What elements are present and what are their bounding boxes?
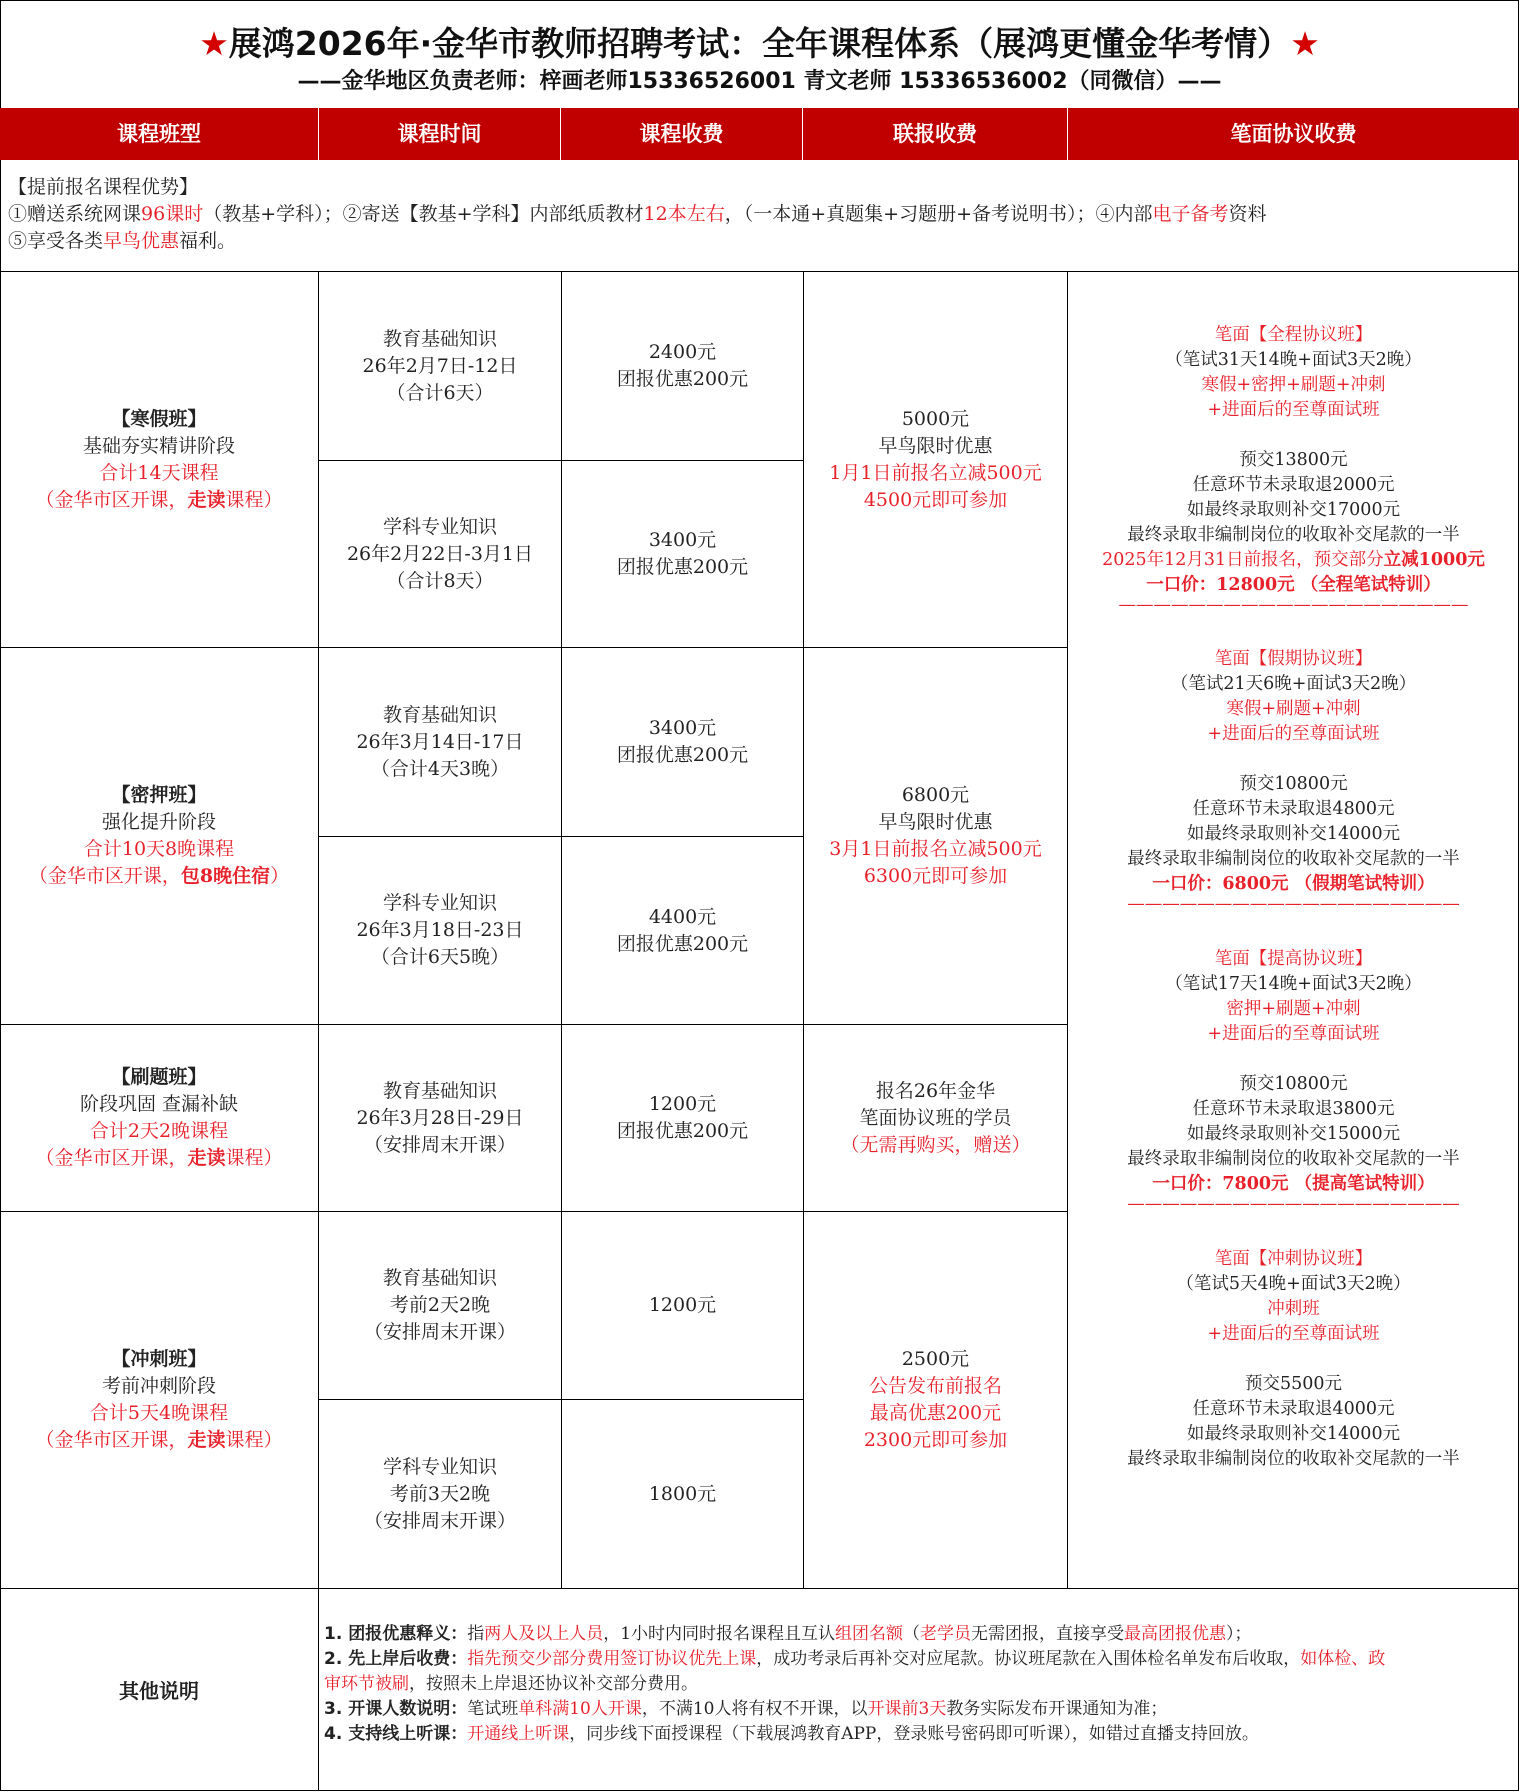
class-note (35, 1145, 282, 1172)
session-time (319, 648, 561, 836)
agreement-detail: （笔试21天6晚+面试3天2晚） (1170, 674, 1417, 694)
agreement-final: 如最终录取则补交15000元 (1186, 1124, 1401, 1144)
session-time (319, 461, 561, 647)
class-name: 【寒假班】 (111, 407, 207, 430)
text: 课程） (225, 1429, 283, 1451)
session-fee (562, 1400, 803, 1588)
other-notes-label: 其他说明 (119, 1679, 199, 1703)
agreement-title (1068, 323, 1519, 348)
fee-price: 1200元 (648, 1093, 717, 1115)
combo-promo: 早鸟限时优惠 (878, 811, 993, 833)
early-enroll-advantages (0, 160, 1519, 272)
combo-promo: 公告发布前报名 (868, 1375, 1002, 1397)
session-dates: 26年3月28日-29日 (356, 1106, 524, 1129)
agreement-title (1068, 947, 1519, 972)
combo-discount: 3月1日前报名立减500元 (829, 838, 1042, 860)
combo-fee (804, 272, 1067, 647)
text: 课程） (225, 1147, 283, 1169)
class-practice (0, 1025, 318, 1211)
text: 【假期协议班】 (1249, 649, 1373, 669)
text: （金华市区开课， (35, 1147, 188, 1169)
fee-price: 1200元 (648, 1294, 717, 1316)
agreement-content: +进面后的至尊面试班 (1207, 1024, 1380, 1044)
text: （教基+学科）；②寄送【教基+学科】内部纸质教材 (203, 203, 644, 225)
session-subject: 学科专业知识 (382, 892, 497, 914)
session-days: （合计6天5晚） (370, 946, 510, 968)
text: ，成功考录后再补交对应尾款。协议班尾款在入围体检名单发布后收取， (756, 1649, 1301, 1669)
text: ⑤享受各类 (8, 230, 104, 252)
page-title (0, 18, 1519, 65)
highlight: 开课前3天 (867, 1699, 947, 1719)
spacer (1068, 747, 1519, 772)
combo-fee (804, 1212, 1067, 1588)
combo-fee (804, 648, 1067, 1024)
class-total: 合计2天2晚课程 (89, 1120, 229, 1142)
session-dates: 26年3月18日-23日 (356, 919, 524, 941)
note-online (324, 1722, 1516, 1747)
highlight: 如体检、政 (1300, 1649, 1386, 1669)
class-name: 【密押班】 (111, 784, 207, 806)
agreement-detail: （笔试31天14晚+面试3天2晚） (1165, 350, 1422, 370)
fee-group-discount: 团报优惠200元 (616, 368, 749, 390)
text: 无需团报，直接享受 (971, 1624, 1125, 1644)
session-subject: 学科专业知识 (382, 1455, 497, 1478)
spacer (1068, 1347, 1519, 1372)
session-days: （合计4天3晚） (370, 757, 510, 780)
agreement-advanced (1068, 947, 1519, 1214)
agreement-prepay: 预交13800元 (1239, 450, 1348, 470)
session-time (319, 1212, 561, 1399)
note-heading: 4. 支持线上听课： (324, 1724, 468, 1744)
agreement-nonbianzhi: 最终录取非编制岗位的收取补交尾款的一半 (1127, 1149, 1460, 1169)
class-stage: 考前冲刺阶段 (101, 1375, 216, 1397)
agreement-final: 如最终录取则补交14000元 (1186, 1424, 1401, 1444)
highlight: 开通线上听课 (467, 1724, 570, 1744)
highlight: 电子备考 (1152, 203, 1229, 225)
text: 笔面 (1214, 325, 1250, 345)
class-note (29, 863, 289, 890)
agreement-holiday (1068, 647, 1519, 914)
fee-price: 4400元 (648, 905, 717, 928)
session-days: （安排周末开课） (363, 1321, 516, 1343)
session-dates: 26年2月7日-12日 (362, 354, 518, 377)
session-fee (562, 1025, 803, 1211)
text: ，1小时内同时报名课程且互认 (603, 1624, 836, 1644)
combo-promo: 早鸟限时优惠 (878, 434, 993, 457)
text: 立减1000元 (1383, 550, 1485, 570)
session-fee (562, 461, 803, 647)
combo-gift: （无需再购买，赠送） (840, 1133, 1031, 1156)
agreement-detail: （笔试5天4晚+面试3天2晚） (1176, 1274, 1411, 1294)
highlight: 96课时 (141, 203, 204, 225)
highlight: 12本左右 (643, 203, 725, 225)
agreement-content: 密押+刷题+冲刺 (1226, 999, 1361, 1019)
combo-price: 2500元 (901, 1348, 970, 1370)
text: 笔面 (1214, 949, 1250, 969)
agreement-divider: ——————————————————— (1127, 1194, 1460, 1214)
combo-final: 4500元即可参加 (863, 488, 1008, 511)
highlight: 单科满10人开课 (518, 1699, 642, 1719)
text: 走读 (187, 488, 226, 511)
combo-line: 笔面协议班的学员 (859, 1106, 1012, 1129)
session-fee (562, 272, 803, 460)
advantages-line-1 (8, 201, 1519, 228)
text: 2025年12月31日前报名，预交部分 (1102, 550, 1384, 570)
highlight: 最高团报优惠 (1124, 1624, 1227, 1644)
session-subject: 教育基础知识 (382, 703, 497, 726)
class-name: 【刷题班】 (111, 1066, 207, 1088)
class-intensive (0, 648, 318, 1024)
text: 课程） (225, 488, 283, 511)
contact-subtitle: ——金华地区负责老师：梓画老师15336526001 青文老师 15336536002（同微信）—— (297, 69, 1222, 94)
class-stage: 阶段巩固 查漏补缺 (79, 1093, 239, 1115)
text: （金华市区开课， (28, 865, 181, 887)
fee-price: 1800元 (648, 1482, 717, 1505)
combo-final: 6300元即可参加 (863, 865, 1008, 887)
session-days: （合计8天） (386, 569, 494, 592)
class-sprint (0, 1212, 318, 1588)
title-area (0, 0, 1519, 109)
agreement-full (1068, 323, 1519, 615)
note-heading: 3. 开课人数说明： (324, 1699, 468, 1719)
note-group-discount (324, 1622, 1516, 1647)
session-days: （安排周末开课） (363, 1133, 516, 1156)
agreement-early (1068, 548, 1519, 573)
agreement-sprint (1068, 1247, 1519, 1472)
agreement-refund: 任意环节未录取退2000元 (1192, 475, 1395, 495)
header-fee: 课程收费 (561, 108, 803, 160)
highlight: 审环节被刷 (324, 1674, 409, 1694)
combo-price: 5000元 (901, 407, 970, 430)
highlight: 指先预交少部分费用签订协议优先上课 (467, 1649, 757, 1669)
agreement-content: +进面后的至尊面试班 (1207, 724, 1380, 744)
agreement-nonbianzhi: 最终录取非编制岗位的收取补交尾款的一半 (1127, 525, 1460, 545)
agreement-final: 如最终录取则补交17000元 (1186, 500, 1401, 520)
session-dates: 26年2月22日-3月1日 (346, 542, 534, 565)
text: 包8晚住宿 (180, 865, 271, 887)
class-winter (0, 272, 318, 647)
advantages-heading: 【提前报名课程优势】 (8, 176, 199, 198)
text: ） (270, 865, 290, 887)
highlight: 老学员 (920, 1624, 972, 1644)
text: ）； (1226, 1624, 1252, 1644)
agreement-refund: 任意环节未录取退3800元 (1192, 1099, 1395, 1119)
combo-final: 2300元即可参加 (863, 1429, 1008, 1451)
class-stage: 基础夯实精讲阶段 (82, 434, 235, 457)
class-note (35, 1427, 282, 1454)
agreement-price: 一口价：12800元 （全程笔试特训） (1146, 575, 1441, 595)
session-fee (562, 837, 803, 1024)
text: 笔试班 (467, 1699, 519, 1719)
session-subject: 教育基础知识 (382, 327, 497, 350)
agreement-nonbianzhi: 最终录取非编制岗位的收取补交尾款的一半 (1127, 849, 1460, 869)
text: 走读 (187, 1147, 226, 1169)
title-text: 展鸿2026年·金华市教师招聘考试：全年课程体系（展鸿更懂金华考情） (228, 24, 1291, 63)
text: （ (903, 1624, 921, 1644)
session-fee (562, 1212, 803, 1399)
star-icon: ★ (1290, 24, 1320, 63)
session-time (319, 837, 561, 1024)
fee-price: 3400元 (648, 717, 717, 739)
text: 【全程协议班】 (1249, 325, 1373, 345)
table-header (0, 108, 1519, 160)
combo-fee (804, 1025, 1067, 1211)
session-days: （安排周末开课） (363, 1509, 516, 1532)
fee-price: 2400元 (648, 341, 717, 363)
session-dates: 考前3天2晚 (389, 1482, 491, 1505)
text: ，（一本通+真题集+习题册+备考说明书）；④内部 (724, 203, 1153, 225)
agreement-content: +进面后的至尊面试班 (1207, 1324, 1380, 1344)
fee-group-discount: 团报优惠200元 (616, 556, 749, 578)
header-class-type: 课程班型 (0, 108, 319, 160)
session-subject: 学科专业知识 (382, 515, 497, 538)
fee-group-discount: 团报优惠200元 (616, 932, 749, 955)
highlight: 组团名额 (835, 1624, 904, 1644)
agreement-divider: ——————————————————— (1127, 894, 1460, 914)
class-name: 【冲刺班】 (111, 1348, 207, 1370)
class-note (35, 487, 282, 514)
agreement-content: +进面后的至尊面试班 (1207, 400, 1380, 420)
agreement-detail: （笔试17天14晚+面试3天2晚） (1165, 974, 1422, 994)
session-dates: 26年3月14日-17日 (356, 730, 524, 753)
spacer (1068, 423, 1519, 448)
agreement-prepay: 预交10800元 (1239, 1074, 1348, 1094)
text: （金华市区开课， (35, 488, 188, 511)
text: ，同步线下面授课程（下载展鸿教育APP，登录账号密码即可听课），如错过直播支持回放。 (569, 1724, 1259, 1744)
class-stage: 强化提升阶段 (101, 811, 216, 833)
highlight: 两人及以上人员 (484, 1624, 604, 1644)
header-combo-fee: 联报收费 (803, 108, 1068, 160)
note-min-enrollment (324, 1697, 1516, 1722)
agreement-price: 一口价：6800元 （假期笔试特训） (1152, 874, 1435, 894)
text: 【冲刺协议班】 (1249, 1249, 1373, 1269)
agreement-content: 冲刺班 (1267, 1299, 1320, 1319)
agreement-prepay: 预交10800元 (1239, 774, 1348, 794)
session-time (319, 272, 561, 460)
combo-line: 报名26年金华 (875, 1079, 996, 1102)
star-icon: ★ (199, 24, 229, 63)
agreement-divider: ———————————————————— (1118, 595, 1469, 615)
text: 指 (467, 1624, 485, 1644)
header-time: 课程时间 (319, 108, 561, 160)
advantages-line-2 (8, 228, 1519, 255)
combo-discount: 最高优惠200元 (869, 1402, 1002, 1424)
agreement-title (1068, 1247, 1519, 1272)
session-fee (562, 648, 803, 836)
text: 笔面 (1214, 649, 1250, 669)
fee-group-discount: 团报优惠200元 (616, 744, 749, 766)
text: ，按照未上岸退还协议补交部分费用。 (409, 1674, 698, 1694)
note-heading: 1. 团报优惠释义： (324, 1624, 468, 1644)
session-subject: 教育基础知识 (382, 1079, 497, 1102)
text: （金华市区开课， (35, 1429, 188, 1451)
text: 福利。 (179, 230, 237, 252)
combo-price: 6800元 (901, 784, 970, 806)
text: 笔面 (1214, 1249, 1250, 1269)
fee-group-discount: 团报优惠200元 (616, 1120, 749, 1142)
agreement-refund: 任意环节未录取退4800元 (1192, 799, 1395, 819)
combo-discount: 1月1日前报名立减500元 (829, 461, 1042, 484)
session-time (319, 1400, 561, 1588)
agreement-refund: 任意环节未录取退4000元 (1192, 1399, 1395, 1419)
session-days: （合计6天） (386, 381, 494, 404)
agreement-content: 寒假+刷题+冲刺 (1226, 699, 1361, 719)
session-dates: 考前2天2晚 (389, 1294, 491, 1316)
highlight: 早鸟优惠 (103, 230, 180, 252)
note-heading: 2. 先上岸后收费： (324, 1649, 468, 1669)
note-pay-later (324, 1647, 1516, 1697)
text: 【提高协议班】 (1249, 949, 1373, 969)
text: ，不满10人将有权不开课，以 (641, 1699, 868, 1719)
agreement-content: 寒假+密押+刷题+冲刺 (1201, 375, 1386, 395)
session-time (319, 1025, 561, 1211)
fee-price: 3400元 (648, 529, 717, 551)
agreement-prepay: 预交5500元 (1244, 1374, 1343, 1394)
other-notes (324, 1622, 1516, 1747)
class-total: 合计10天8晚课程 (83, 838, 235, 860)
text: 资料 (1228, 203, 1267, 225)
class-total: 合计5天4晚课程 (89, 1402, 229, 1424)
agreement-price: 一口价：7800元 （提高笔试特训） (1152, 1174, 1435, 1194)
text: 走读 (187, 1429, 226, 1451)
agreement-final: 如最终录取则补交14000元 (1186, 824, 1401, 844)
class-total: 合计14天课程 (99, 461, 219, 484)
text: 教务实际发布开课通知为准； (946, 1699, 1168, 1719)
header-agreement-fee: 笔面协议收费 (1230, 122, 1357, 146)
spacer (1068, 1047, 1519, 1072)
agreement-nonbianzhi: 最终录取非编制岗位的收取补交尾款的一半 (1127, 1449, 1460, 1469)
session-subject: 教育基础知识 (382, 1267, 497, 1289)
agreement-title (1068, 647, 1519, 672)
text: ①赠送系统网课 (8, 203, 142, 225)
